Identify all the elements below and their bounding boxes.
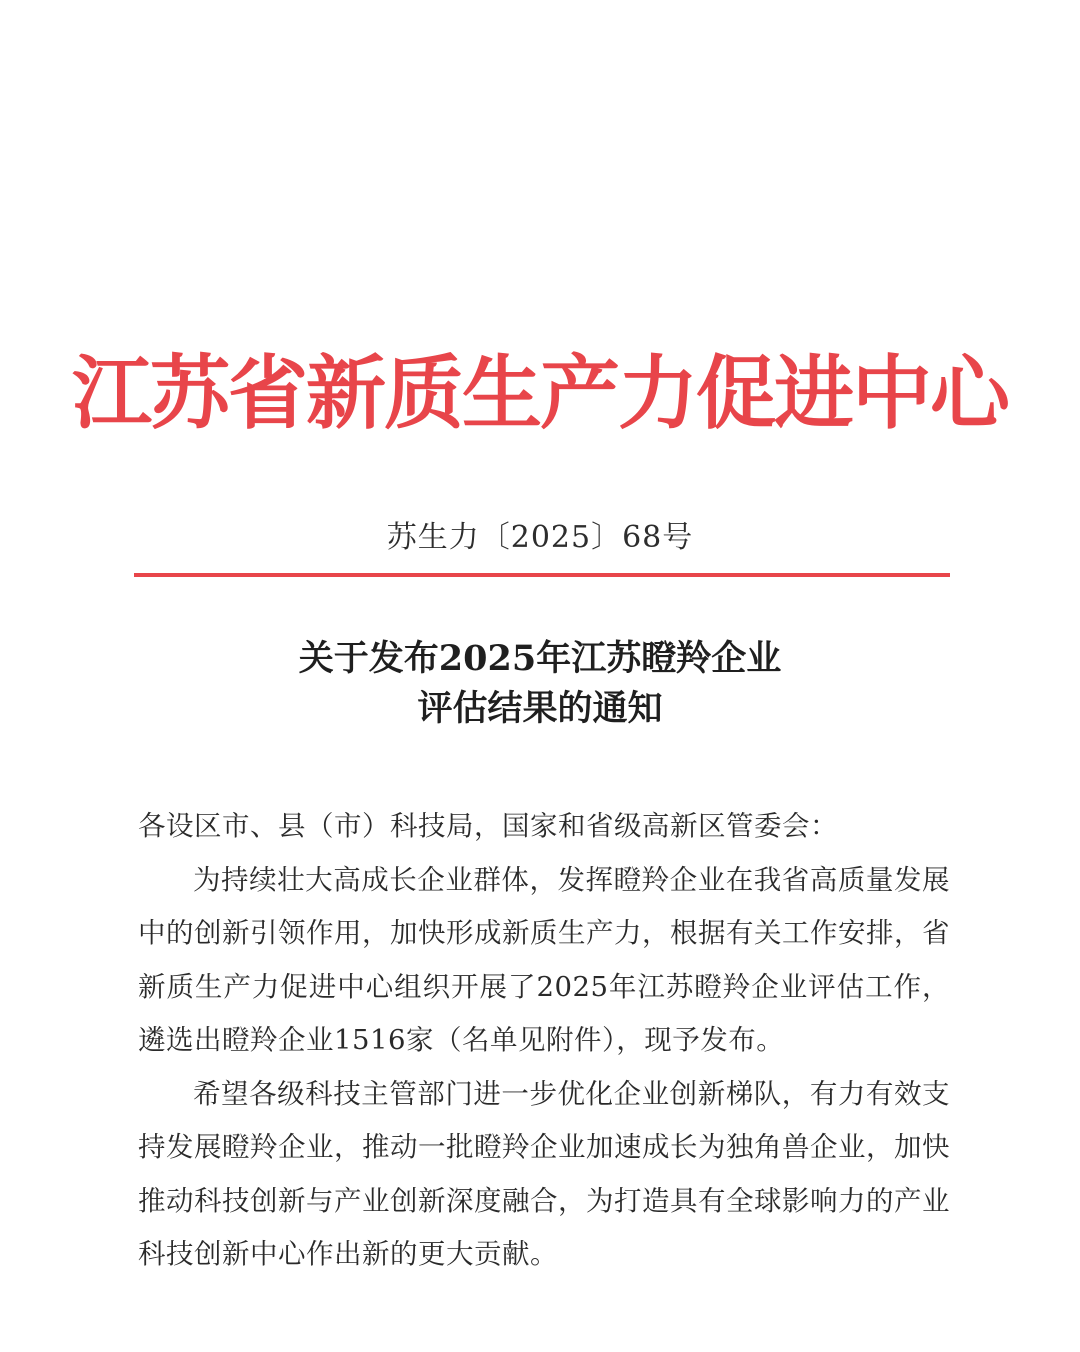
salutation: 各设区市、县（市）科技局，国家和省级高新区管委会：	[138, 810, 838, 842]
document-number: 苏生力〔2025〕68号	[386, 520, 694, 555]
notice-title-line-2: 评估结果的通知	[417, 688, 663, 729]
organization-header: 江苏省新质生产力促进中心	[72, 346, 1008, 440]
notice-title-line-1: 关于发布2025年江苏瞪羚企业	[298, 638, 782, 679]
body-paragraph-1: 为持续壮大高成长企业群体，发挥瞪羚企业在我省高质量发展中的创新引领作用，加快形成新质生产力，根据有关工作安排，省新质生产力促进中心组织开展了2025年江苏瞪羚企业评估工作，遴选出瞪羚企业1516家（名单见附件），现予发布。	[138, 863, 950, 1056]
notice-body	[138, 800, 950, 1282]
red-divider-line	[134, 573, 950, 577]
notice-title	[0, 634, 1080, 734]
body-paragraph-2: 希望各级科技主管部门进一步优化企业创新梯队，有力有效支持发展瞪羚企业，推动一批瞪羚企业加速成长为独角兽企业，加快推动科技创新与产业创新深度融合，为打造具有全球影响力的产业科技创新中心作出新的更大贡献。	[138, 1077, 950, 1270]
